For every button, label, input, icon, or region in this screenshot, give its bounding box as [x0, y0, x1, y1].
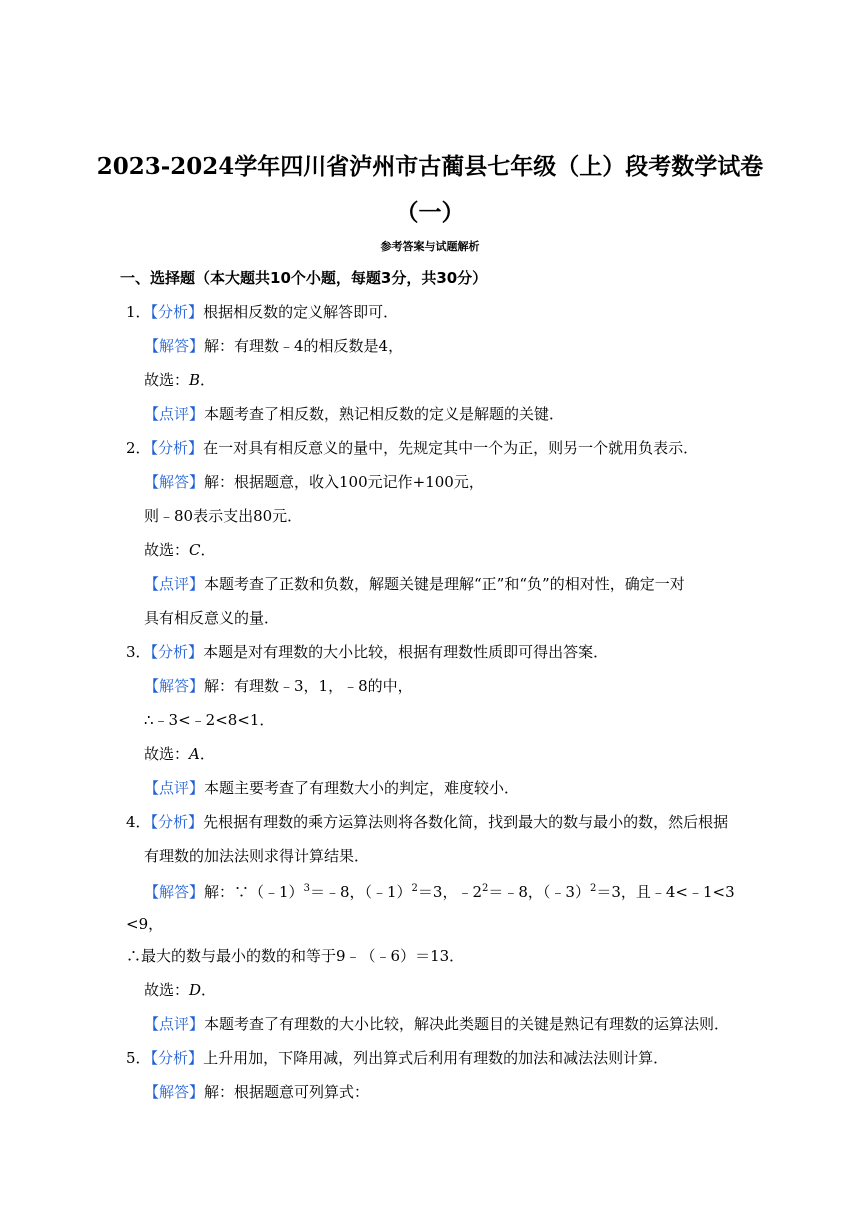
question-4-comment [144, 1014, 729, 1034]
analysis-text: 在一对具有相反意义的量中，先规定其中一个为正，则另一个就用负表示． [203, 439, 699, 457]
question-4-analysis [126, 812, 728, 832]
comment-tag: 【点评】 [144, 575, 205, 593]
comment-text: 本题考查了相反数，熟记相反数的定义是解题的关键． [204, 405, 565, 423]
answer-tag: 【解答】 [144, 677, 205, 695]
choice-prefix: 故选： [144, 745, 190, 763]
answer-text: 解：∵（﹣1） [204, 883, 304, 901]
question-4-choice: 故选：D． [144, 981, 217, 999]
choice-letter: B [189, 371, 201, 389]
comment-tag: 【点评】 [144, 1015, 205, 1033]
question-1-answer [144, 336, 403, 356]
document-title-continued: （一） [395, 199, 465, 226]
exponent: 2 [589, 883, 597, 894]
analysis-tag: 【分析】 [150, 813, 204, 831]
analysis-text: 根据相反数的定义解答即可． [203, 303, 399, 321]
question-number: 3． [126, 643, 151, 661]
document-title: 2023-2024学年四川省泸州市古蔺县七年级（上）段考数学试卷 [96, 153, 764, 180]
answer-tag: 【解答】 [144, 1083, 205, 1101]
document-subtitle: 参考答案与试题解析 [380, 240, 480, 253]
question-1-choice: 故选：B． [144, 371, 216, 389]
question-5-answer [144, 1082, 369, 1102]
question-number: 2． [126, 439, 151, 457]
question-2-answer [144, 472, 484, 492]
question-2-choice: 故选：C． [144, 541, 216, 559]
answer-tag: 【解答】 [144, 883, 205, 901]
question-number: 1． [126, 303, 151, 321]
question-number: 4． [126, 813, 151, 831]
analysis-tag: 【分析】 [150, 303, 204, 321]
question-4-analysis-line2: 有理数的加法法则求得计算结果． [144, 847, 370, 865]
exponent: 3 [303, 883, 310, 894]
answer-text: ＝3，﹣2 [417, 883, 482, 901]
question-number: 5． [126, 1049, 151, 1067]
analysis-text: 本题是对有理数的大小比较，根据有理数性质即可得出答案． [203, 643, 609, 661]
choice-letter: A [189, 745, 200, 763]
analysis-tag: 【分析】 [150, 1049, 204, 1067]
answer-tag: 【解答】 [144, 337, 205, 355]
section-heading: 一、选择题（本大题共10个小题，每题3分，共30分） [120, 269, 488, 287]
exponent: 2 [411, 883, 418, 894]
answer-text: 解：根据题意，收入100元记作+100元， [204, 473, 484, 491]
choice-letter: C [189, 541, 201, 559]
answer-text: ＝﹣8，（﹣1） [309, 883, 412, 901]
question-2-comment-line2: 具有相反意义的量． [144, 609, 280, 627]
question-2-analysis [126, 438, 698, 458]
comment-text: 本题考查了正数和负数，解题关键是理解“正”和“负”的相对性，确定一对 [204, 575, 685, 593]
question-3-answer [144, 676, 413, 696]
comment-tag: 【点评】 [144, 405, 205, 423]
analysis-text: 先根据有理数的乘方运算法则将各数化简，找到最大的数与最小的数，然后根据 [203, 813, 729, 831]
choice-letter: D [189, 981, 202, 999]
comment-text: 本题主要考查了有理数大小的判定，难度较小． [204, 779, 520, 797]
question-4-answer-line2: <9， [126, 915, 164, 933]
question-3-choice: 故选：A． [144, 745, 215, 763]
answer-text: ＝﹣8，（﹣3） [488, 883, 590, 901]
analysis-text: 上升用加，下降用减，列出算式后利用有理数的加法和减法法则计算． [203, 1049, 669, 1067]
question-2-comment [144, 574, 685, 594]
exponent: 2 [482, 883, 489, 894]
comment-tag: 【点评】 [144, 779, 205, 797]
answer-tag: 【解答】 [144, 473, 205, 491]
question-5-analysis [126, 1048, 668, 1068]
question-3-answer-line2: ∴﹣3<﹣2<8<1． [144, 711, 275, 729]
choice-prefix: 故选： [144, 371, 190, 389]
question-4-answer [144, 882, 735, 902]
comment-text: 本题考查了有理数的大小比较，解决此类题目的关键是熟记有理数的运算法则． [204, 1015, 730, 1033]
question-2-answer-line2: 则﹣80表示支出80元． [144, 507, 303, 525]
answer-text: ＝3，且﹣4<﹣1<3 [596, 883, 735, 901]
question-4-answer-line3: ∴最大的数与最小的数的和等于9﹣（﹣6）＝13． [126, 947, 465, 965]
answer-text: 解：根据题意可列算式： [204, 1083, 370, 1101]
answer-text: 解：有理数﹣4的相反数是4， [204, 337, 404, 355]
question-1-comment [144, 404, 564, 424]
choice-prefix: 故选： [144, 981, 190, 999]
analysis-tag: 【分析】 [150, 643, 204, 661]
choice-prefix: 故选： [144, 541, 190, 559]
analysis-tag: 【分析】 [150, 439, 204, 457]
question-1-analysis [126, 302, 398, 322]
answer-text: 解：有理数﹣3，1，﹣8的中， [204, 677, 413, 695]
question-3-analysis [126, 642, 608, 662]
question-3-comment [144, 778, 519, 798]
